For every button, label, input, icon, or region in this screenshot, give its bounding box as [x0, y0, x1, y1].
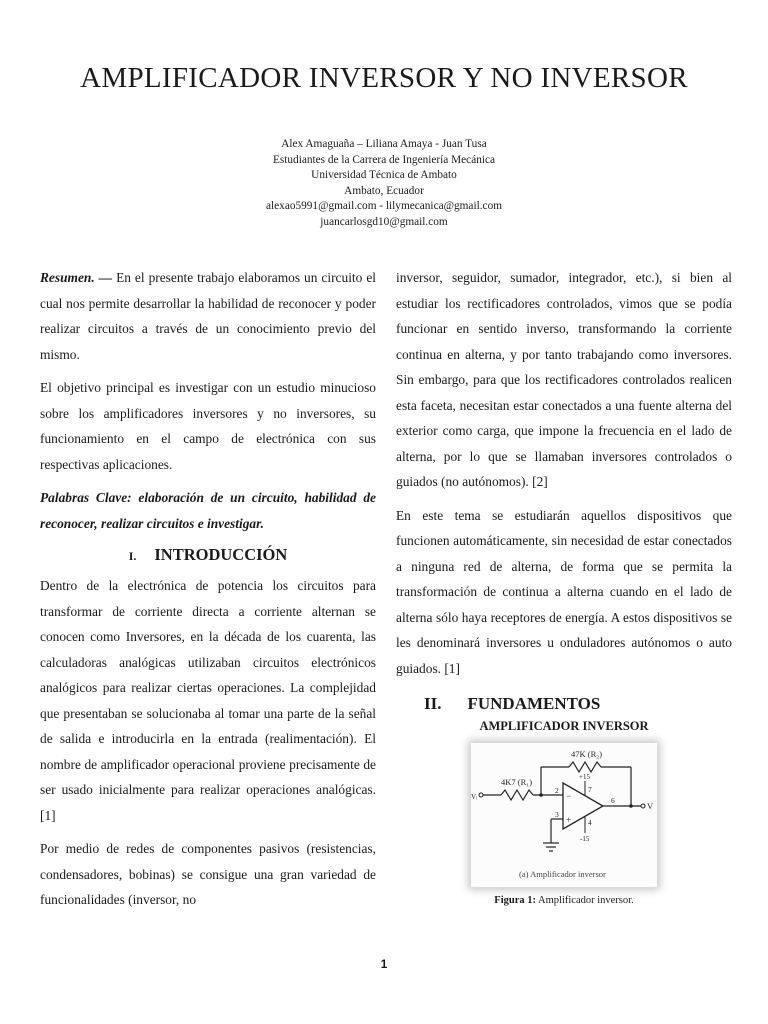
left-column — [40, 265, 376, 921]
label-vpos: +15 — [579, 773, 590, 781]
section-title: FUNDAMENTOS — [467, 694, 601, 713]
label-vout: V — [647, 801, 654, 811]
figure-inverting-amplifier — [471, 743, 657, 887]
author-affiliation: Estudiantes de la Carrera de Ingeniería Mecánica — [272, 153, 496, 166]
objective-paragraph: El objetivo principal es investigar con un estudio minucioso sobre los amplificadores inversores y no inversores, su funcionamiento en el campo de electrónica con sus respectivas aplicaciones. — [40, 380, 376, 472]
label-r2: 47K (R₂) — [571, 749, 603, 759]
section-number: II. — [424, 694, 442, 713]
label-inverting: − — [566, 791, 572, 801]
label-vin: Vᵢ — [471, 793, 478, 801]
author-email-2: juancarlosgd10@gmail.com — [320, 215, 448, 228]
paper-title: AMPLIFICADOR INVERSOR Y NO INVERSOR — [80, 62, 688, 94]
label-r1: 4K7 (R₁) — [501, 777, 533, 787]
output-node — [629, 804, 633, 808]
label-pin2: 2 — [555, 786, 559, 795]
figure-inner-caption: (a) Amplificador inversor — [519, 869, 606, 879]
keywords: Palabras Clave: elaboración de un circuito, habilidad de reconocer, realizar circuitos e investigar. — [40, 490, 376, 531]
section-heading-fundamentos — [424, 693, 732, 715]
label-noninverting: + — [566, 815, 572, 825]
right-column — [396, 265, 732, 909]
figure-caption-text: Amplificador inversor. — [536, 895, 634, 906]
abstract-paragraph — [40, 265, 376, 367]
author-emails: alexao5991@gmail.com - lilymecanica@gmail.com — [266, 200, 502, 212]
section-title: INTRODUCCIÓN — [154, 545, 288, 564]
page-number: 1 — [380, 957, 388, 971]
circuit-diagram — [471, 743, 657, 887]
label-pin6: 6 — [611, 796, 615, 805]
right-paragraph-1: inversor, seguidor, sumador, integrador, etc.), si bien al estudiar los rectificadores controlados, vimos que se podía funcionar en sentido inverso, transformando la corriente continua en alterna, y por tanto trabajando como inversores. Sin embargo, para que los rectificadores controlados realicen esta faceta, necesitan estar conectados a una fuente alterna del exterior como carga, que impone la frecuencia en el lado de alterna, por lo que se llamaban inversores controlados o guiados (no autónomos). [2] — [396, 270, 732, 489]
input-terminal — [479, 793, 483, 797]
resistor-r2 — [569, 762, 601, 772]
label-pin7: 7 — [588, 785, 592, 794]
abstract-label: Resumen. — — [40, 270, 113, 285]
intro-paragraph-2: Por medio de redes de componentes pasivos (resistencias, condensadores, bobinas) se consigue una gran variedad de funcionalidades (inversor, no — [40, 841, 376, 907]
right-paragraph-2: En este tema se estudiarán aquellos dispositivos que funcionen automáticamente, sin necesidad de estar conectados a ninguna red de alterna, de forma que se permita la transformación de continua a alterna cuando en el lado de alterna sólo haya receptores de energía. A estos dispositivos se les denominará inversores u onduladores autónomos o auto guiados. [1] — [396, 507, 732, 676]
author-block — [0, 137, 768, 230]
output-terminal — [641, 804, 645, 808]
subsection-heading: AMPLIFICADOR INVERSOR — [479, 719, 649, 733]
author-university: Universidad Técnica de Ambato — [311, 169, 457, 181]
author-location: Ambato, Ecuador — [344, 184, 424, 197]
label-pin4: 4 — [588, 818, 592, 827]
figure-caption — [396, 893, 732, 909]
section-number: I. — [128, 549, 137, 563]
abstract-text: En el presente trabajo elaboramos un circuito el cual nos permite desarrollar la habilidad de reconocer y poder realizar circuitos a través de un conocimiento previo del mismo. — [40, 270, 376, 362]
intro-paragraph-1: Dentro de la electrónica de potencia los circuitos para transformar de corriente directa a corriente alternan se conocen como Inversores, en la década de los cuarenta, las calculadoras analógicas utilizaban circuitos electrónicos analógicos para realizar ciertas operaciones. La complejidad que presentaban se solucionaba al tomar una parte de la señal de salida e introducirla en la entrada (realimentación). El nombre de amplificador operacional proviene precisamente de ser usado inicialmente para realizar operaciones analógicas. [1] — [40, 578, 376, 823]
resistor-r1 — [501, 790, 533, 800]
label-pin3: 3 — [555, 810, 559, 819]
figure-caption-label: Figura 1: — [494, 895, 536, 906]
author-names: Alex Amaguaña – Liliana Amaya - Juan Tusa — [281, 138, 487, 150]
label-vneg: -15 — [580, 835, 590, 843]
section-heading-introduccion — [40, 544, 376, 567]
